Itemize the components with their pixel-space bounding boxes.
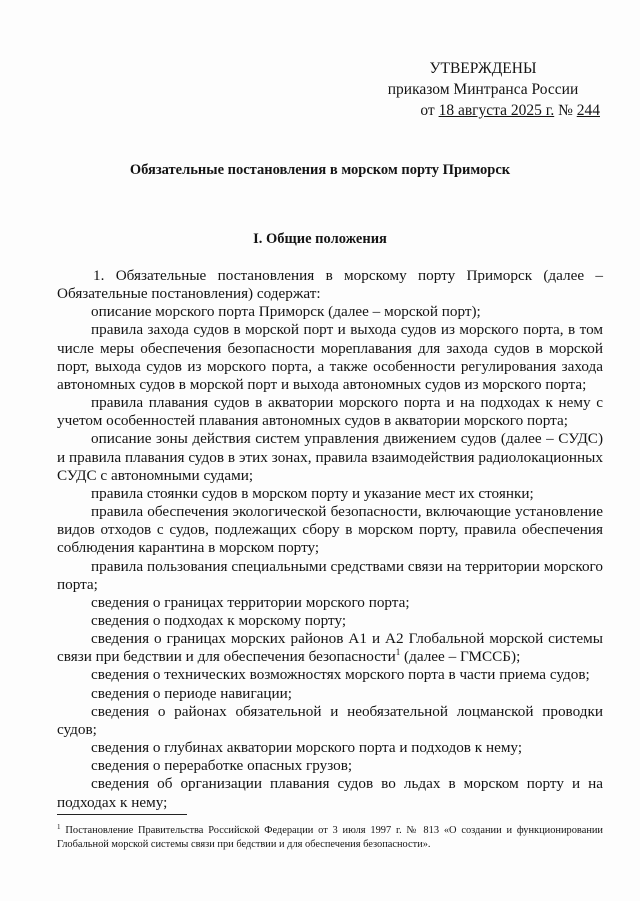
paragraph: сведения о границах территории морского порта;	[91, 593, 410, 611]
paragraph: описание зоны действия систем управления движением судов (далее – СУДС) и правила плавания судов в этих зонах, правила взаимодействия радиолокационных СУДС с автономными судами;	[57, 430, 603, 484]
approval-date-prefix: от	[420, 102, 439, 119]
approval-number: 244	[576, 102, 600, 119]
paragraph: сведения о периоде навигации;	[91, 684, 293, 702]
footnote-divider	[57, 814, 187, 815]
paragraph-suffix: (далее – ГМССБ);	[400, 648, 521, 666]
paragraph: правила пользования специальными средствами связи на территории морского порта;	[57, 557, 603, 593]
approval-number-sign: №	[554, 102, 577, 119]
document-title: Обязательные постановления в морском порту Приморск	[129, 162, 511, 178]
paragraph: сведения об организации плавания судов во льдах в морском порту и на подходах к нему;	[57, 775, 603, 811]
paragraph: сведения о переработке опасных грузов;	[91, 757, 353, 775]
paragraph: правила плавания судов в акватории морского порта и на подходах к нему с учетом особенностей плавания автономных судов в акватории морского порта;	[57, 394, 603, 430]
paragraph: правила захода судов в морской порт и выхода судов из морского порта, в том числе меры обеспечения безопасности мореплавания для захода судов в морской порт, выхода судов из морского порта, а также особенности регулирования захода автономных судов в морской порт и выхода автономных судов из морского порта;	[57, 321, 603, 393]
paragraph: сведения о подходах к морскому порту;	[91, 611, 347, 629]
approval-order-line	[370, 100, 600, 121]
footnote	[57, 824, 603, 852]
paragraph: сведения о глубинах акватории морского порта и подходов к нему;	[91, 739, 523, 757]
paragraph: правила обеспечения экологической безопасности, включающие установление видов отходов с судов, подлежащих сбору в морском порту, правила обеспечения соблюдения карантина в морском порту;	[57, 503, 603, 557]
section-heading: I. Общие положения	[253, 231, 387, 247]
approval-heading: УТВЕРЖДЕНЫ	[429, 60, 537, 77]
approval-issuer: приказом Минтранса России	[387, 81, 579, 98]
paragraph-gmssb	[57, 630, 603, 666]
footnote-text: Постановление Правительства Российской Федерации от 3 июля 1997 г. № 813 «О создании и функционировании Глобальной морской системы связи при бедствии и для обеспечения безопасности».	[57, 825, 603, 850]
footnote-marker: 1	[57, 823, 61, 831]
approval-date: 18 августа 2025 г.	[438, 102, 555, 119]
body-text	[57, 267, 603, 812]
paragraph: сведения о районах обязательной и необязательной лоцманской проводки судов;	[57, 702, 603, 738]
approval-block	[370, 58, 600, 121]
footnote-reference: 1	[395, 647, 401, 658]
paragraph: сведения о технических возможностях морского порта в части приема судов;	[91, 666, 590, 684]
paragraph: правила стоянки судов в морском порту и указание мест их стоянки;	[91, 484, 534, 502]
paragraph: 1. Обязательные постановления в морскому порту Приморск (далее – Обязательные постановления) содержат:	[57, 267, 603, 303]
paragraph-text: сведения о границах морских районов А1 и А2 Глобальной морской системы связи при бедствии и для обеспечения безопасности	[57, 630, 603, 666]
paragraph: описание морского порта Приморск (далее – морской порт);	[91, 303, 481, 321]
